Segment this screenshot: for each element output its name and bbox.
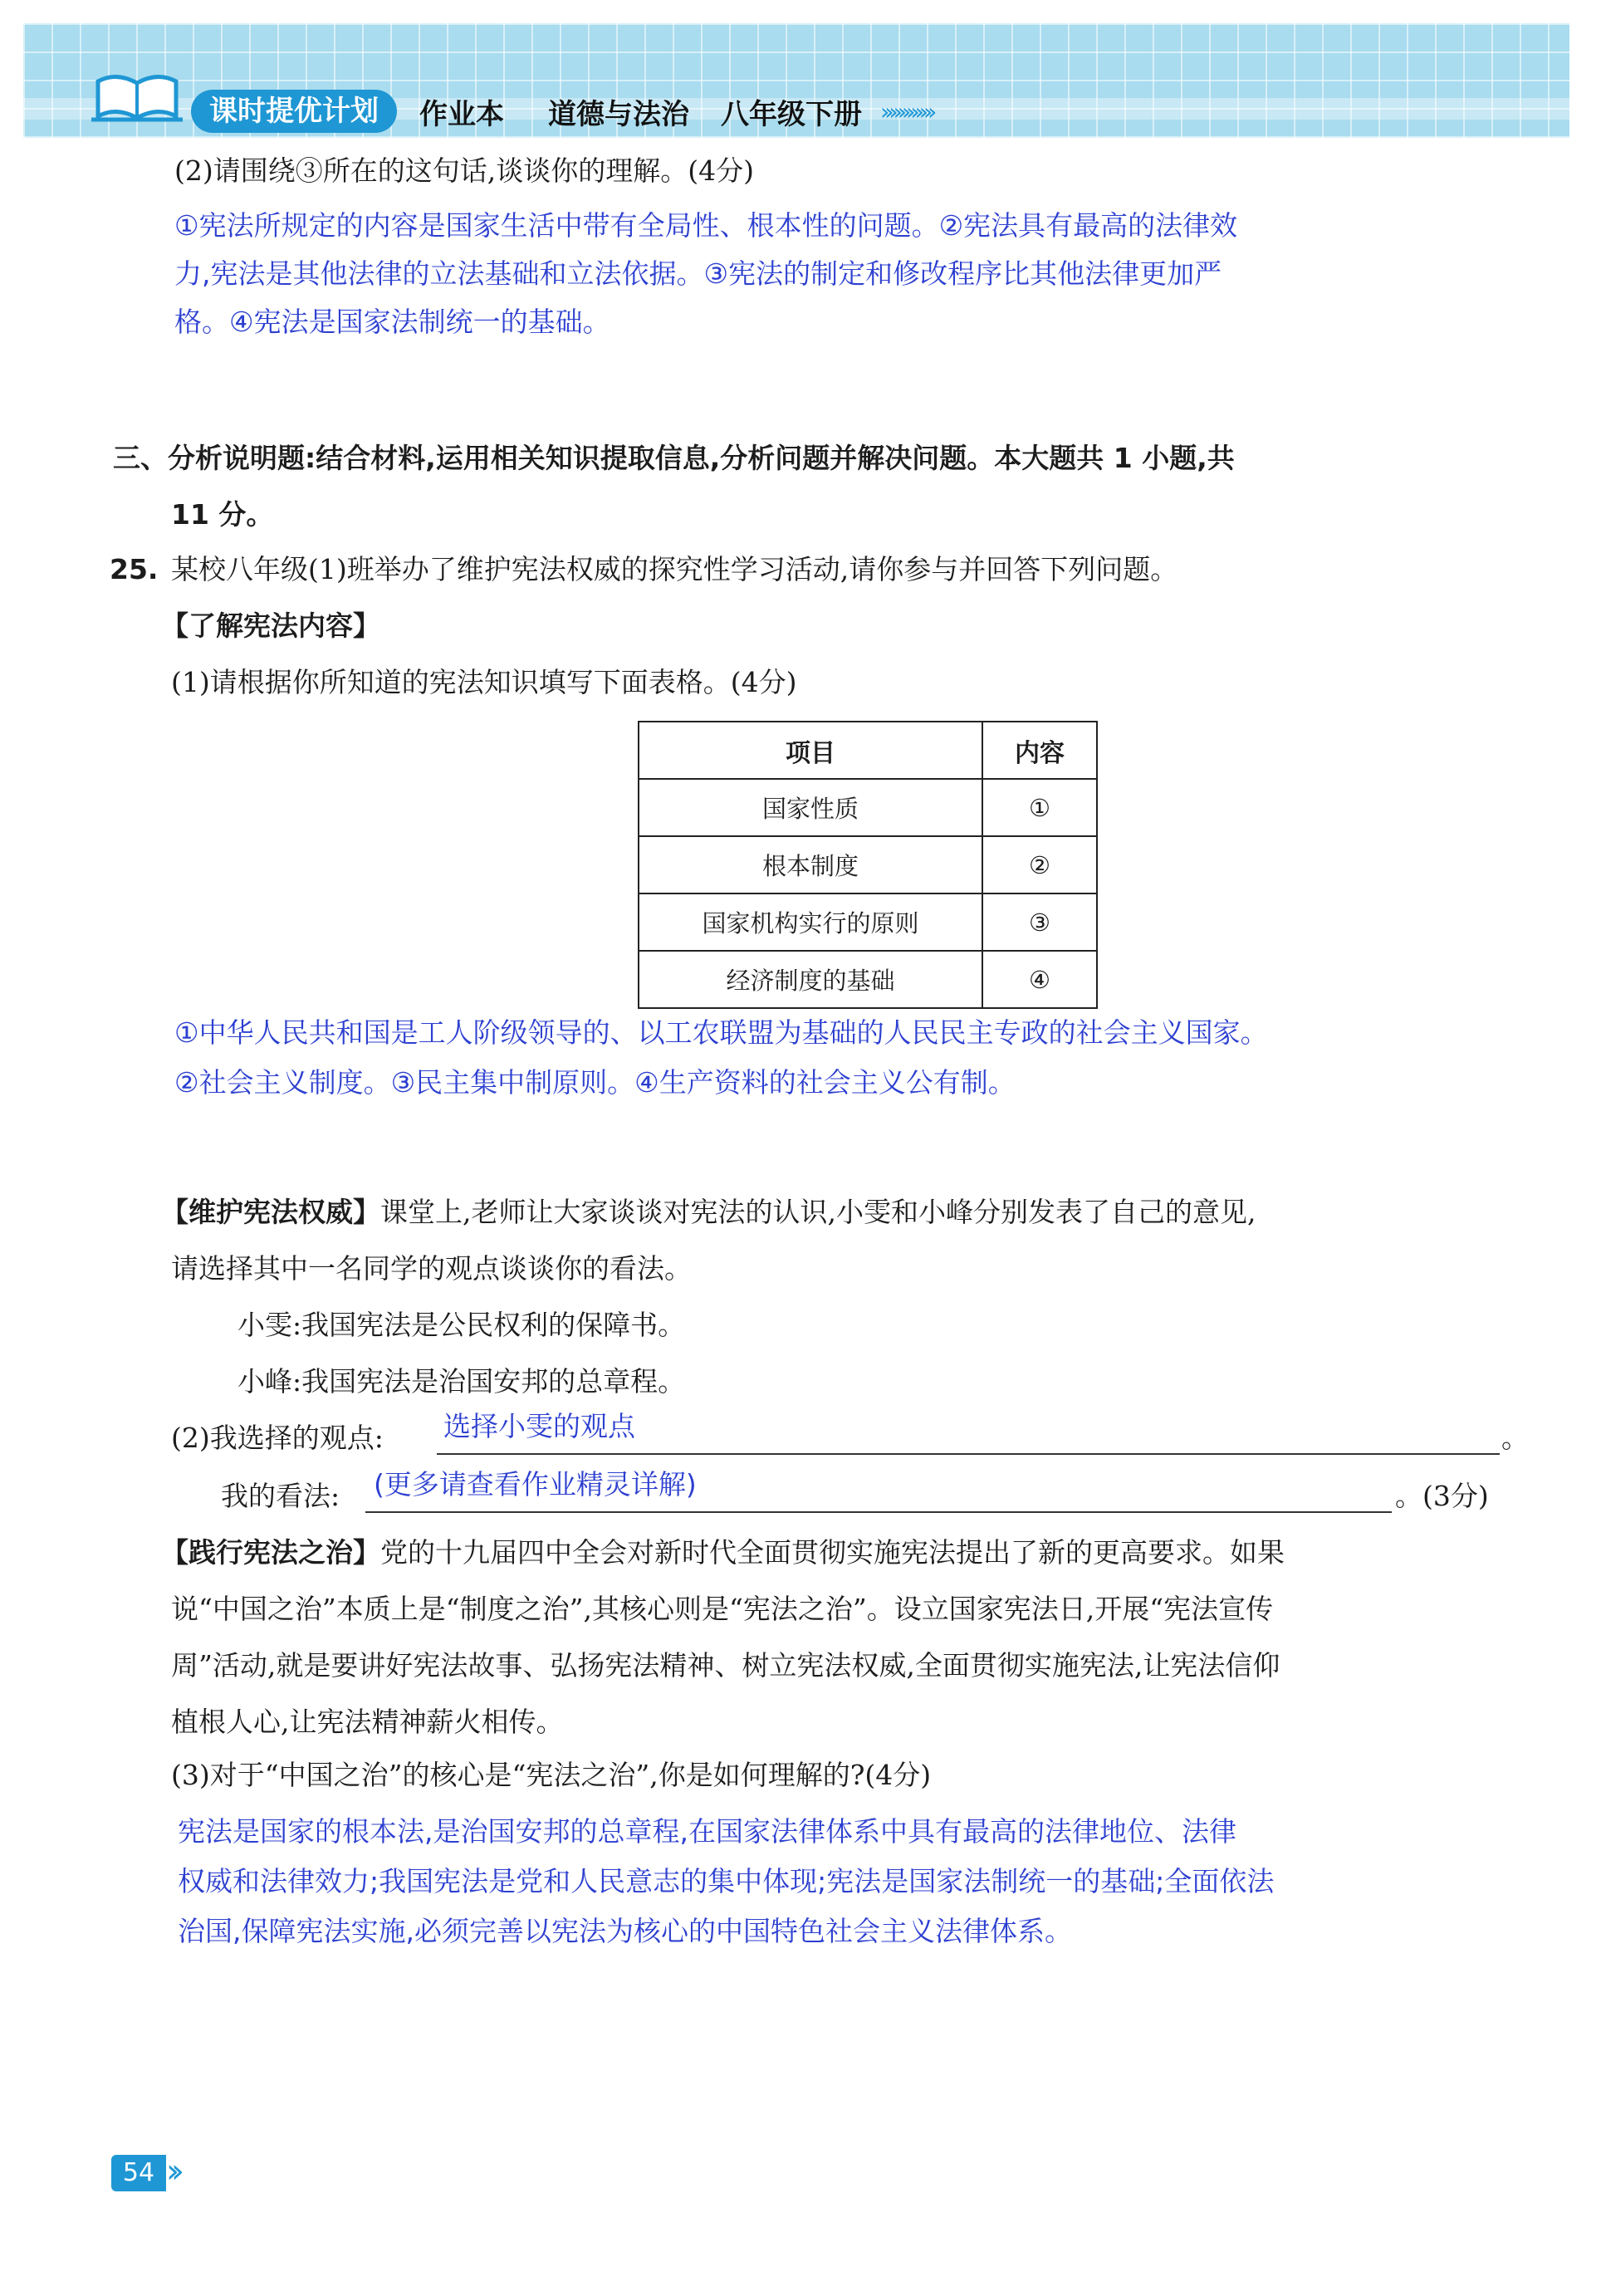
table-cell-content: ③ xyxy=(982,893,1097,951)
part2-choice-answer: 选择小雯的观点 xyxy=(443,1410,635,1442)
part3-text-line-4: 植根人心,让宪法精神薪火相传。 xyxy=(171,1706,564,1738)
table-cell-content: ② xyxy=(982,836,1097,893)
table-row xyxy=(639,951,1097,1008)
grade-label: 八年级下册 xyxy=(721,98,862,131)
part3-answer-line-3: 治国,保障宪法实施,必须完善以宪法为核心的中国特色社会主义法律体系。 xyxy=(178,1915,1072,1947)
quote-xiaowen: 小雯:我国宪法是公民权利的保障书。 xyxy=(237,1309,686,1341)
part1-heading: 【了解宪法内容】 xyxy=(161,609,380,642)
part2-heading: 【维护宪法权威】 xyxy=(161,1196,380,1228)
page-number: 54 xyxy=(111,2155,166,2191)
part3-heading: 【践行宪法之治】 xyxy=(161,1536,380,1569)
part3-text-line-2: 说“中国之治”本质上是“制度之治”,其核心则是“宪法之治”。设立国家宪法日,开展“宪法宣传 xyxy=(171,1593,1274,1625)
table-header-row xyxy=(639,722,1097,779)
q25-number: 25. xyxy=(110,553,159,585)
q24-2-answer-line-2: 力,宪法是其他法律的立法基础和立法依据。③宪法的制定和修改程序比其他法律更加严 xyxy=(174,257,1222,290)
brand-label: 课时提优计划 xyxy=(191,90,397,133)
table-header-item: 项目 xyxy=(639,722,982,779)
part3-answer-line-1: 宪法是国家的根本法,是治国安邦的总章程,在国家法律体系中具有最高的法律地位、法律 xyxy=(178,1815,1236,1848)
table-cell-item: 国家机构实行的原则 xyxy=(639,893,982,951)
part2-view-end: 。(3分) xyxy=(1395,1480,1489,1512)
table-header-content: 内容 xyxy=(982,722,1097,779)
part3-text-line-1 xyxy=(161,1535,1285,1571)
table-cell-item: 国家性质 xyxy=(639,779,982,836)
part2-view-answer: (更多请查看作业精灵详解) xyxy=(374,1468,697,1500)
page-arrow-icon: ›› xyxy=(166,2152,176,2191)
table-cell-item: 根本制度 xyxy=(639,836,982,893)
table-cell-item: 经济制度的基础 xyxy=(639,951,982,1008)
part3-prompt: (3)对于“中国之治”的核心是“宪法之治”,你是如何理解的?(4分) xyxy=(171,1759,932,1791)
table-row xyxy=(639,779,1097,836)
q24-2-prompt: (2)请围绕③所在的这句话,谈谈你的理解。(4分) xyxy=(174,154,754,187)
section-3-heading-cont: 11 分。 xyxy=(171,498,274,531)
q25-stem: 某校八年级(1)班举办了维护宪法权威的探究性学习活动,请你参与并回答下列问题。 xyxy=(171,553,1178,585)
part2-view-label: 我的看法: xyxy=(221,1480,340,1512)
part2-intro-text: 课堂上,老师让大家谈谈对宪法的认识,小雯和小峰分别发表了自己的意见, xyxy=(380,1196,1256,1228)
part2-intro-line-1 xyxy=(161,1194,1256,1231)
table-cell-content: ④ xyxy=(982,951,1097,1008)
q24-2-answer-line-3: 格。④宪法是国家法制统一的基础。 xyxy=(174,306,610,338)
part2-choice-end: 。 xyxy=(1501,1422,1529,1454)
part1-answer-line-1: ①中华人民共和国是工人阶级领导的、以工农联盟为基础的人民民主专政的社会主义国家。 xyxy=(174,1016,1268,1049)
table-row xyxy=(639,836,1097,893)
constitution-table xyxy=(638,721,1098,1009)
part3-text-first: 党的十九届四中全会对新时代全面贯彻实施宪法提出了新的更高要求。如果 xyxy=(380,1536,1285,1569)
table-row xyxy=(639,893,1097,951)
workbook-label: 作业本 xyxy=(419,98,504,131)
table-cell-content: ① xyxy=(982,779,1097,836)
view-underline xyxy=(365,1511,1392,1513)
q24-2-answer-line-1: ①宪法所规定的内容是国家生活中带有全局性、根本性的问题。②宪法具有最高的法律效 xyxy=(174,209,1238,242)
open-book-icon xyxy=(91,65,183,123)
subject-label: 道德与法治 xyxy=(548,98,689,131)
part3-answer-line-2: 权威和法律效力;我国宪法是党和人民意志的集中体现;宪法是国家法制统一的基础;全面依法 xyxy=(178,1865,1275,1897)
choice-underline xyxy=(437,1453,1500,1455)
quote-xiaofeng: 小峰:我国宪法是治国安邦的总章程。 xyxy=(237,1365,686,1398)
chevron-decor-icon: ›››››››››››› xyxy=(880,98,933,125)
part1-prompt: (1)请根据你所知道的宪法知识填写下面表格。(4分) xyxy=(171,666,797,698)
section-3-heading: 三、分析说明题:结合材料,运用相关知识提取信息,分析问题并解决问题。本大题共 1 小题,共 xyxy=(113,442,1235,474)
part3-text-line-3: 周”活动,就是要讲好宪法故事、弘扬宪法精神、树立宪法权威,全面贯彻实施宪法,让宪法信仰 xyxy=(171,1649,1280,1682)
part2-choice-label: (2)我选择的观点: xyxy=(171,1422,384,1454)
part1-answer-line-2: ②社会主义制度。③民主集中制原则。④生产资料的社会主义公有制。 xyxy=(174,1066,1016,1099)
part2-intro-line-2: 请选择其中一名同学的观点谈谈你的看法。 xyxy=(171,1252,692,1285)
